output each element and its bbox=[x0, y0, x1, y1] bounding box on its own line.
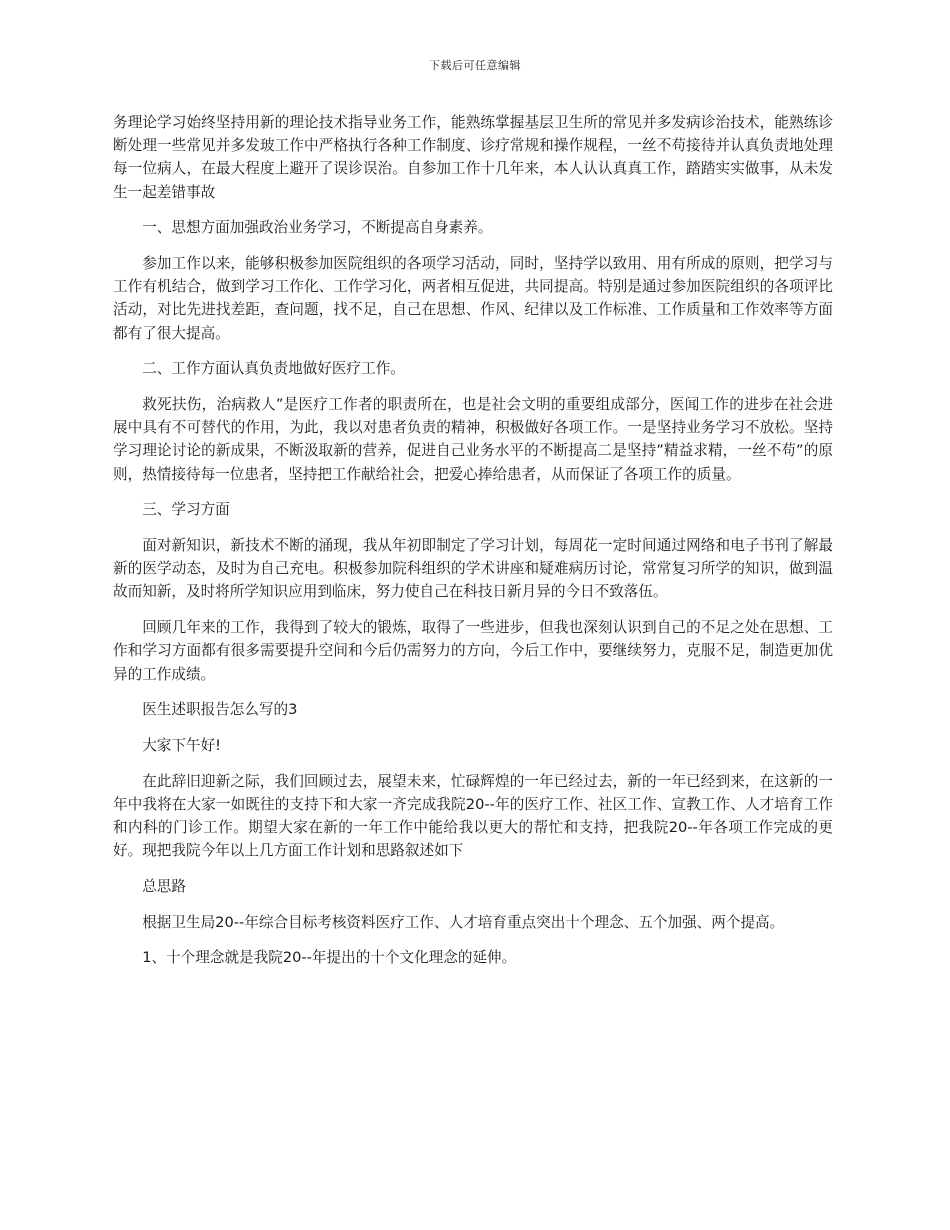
report-title: 医生述职报告怎么写的3 bbox=[142, 701, 298, 719]
body-paragraph: 参加工作以来，能够积极参加医院组织的各项学习活动，同时，坚持学以致用、用有所成的原则，把学习与工作有机结合，做到学习工作化、工作学习化，两者相互促进，共同提高。特别是通过参加医院组织的各项评比活动，对比先进找差距，查问题，找不足，自己在思想、作风、纪律以及工作标准、工作质量和工作效率等方面都有了很大提高。 bbox=[113, 255, 833, 342]
section-heading: 总思路 bbox=[142, 877, 186, 895]
body-paragraph: 回顾几年来的工作，我得到了较大的锻炼，取得了一些进步，但我也深刻认识到自己的不足之处在思想、工作和学习方面都有很多需要提升空间和今后仍需努力的方向，今后工作中，要继续努力，克服不足，制造更加优异的工作成绩。 bbox=[113, 619, 833, 683]
greeting: 大家下午好! bbox=[142, 736, 222, 754]
document-body bbox=[113, 111, 833, 982]
body-paragraph: 面对新知识，新技术不断的涌现，我从年初即制定了学习计划，每周花一定时间通过网络和电子书刊了解最新的医学动态，及时为自己充电。积极参加院科组织的学术讲座和疑难病历讨论，常常复习所学的知识，做到温故而知新，及时将所学知识应用到临床，努力使自己在科技日新月异的今日不致落伍。 bbox=[113, 537, 833, 601]
body-paragraph: 在此辞旧迎新之际，我们回顾过去，展望未来，忙碌辉煌的一年已经过去，新的一年已经到来，在这新的一年中我将在大家一如既往的支持下和大家一齐完成我院20--年的医疗工作、社区工作、宣教工作、人才培育工作和内科的门诊工作。期望大家在新的一年工作中能给我以更大的帮忙和支持，把我院20--年各项工作完成的更好。现把我院今年以上几方面工作计划和思路叙述如下 bbox=[113, 772, 833, 860]
section-heading: 一、思想方面加强政治业务学习，不断提高自身素养。 bbox=[142, 219, 493, 237]
body-paragraph: 务理论学习始终坚持用新的理论技术指导业务工作，能熟练掌握基层卫生所的常见并多发病诊治技术，能熟练诊断处理一些常见并多发玻工作中严格执行各种工作制度、诊疗常规和操作规程，一丝不苟接待并认真负责地处理每一位病人，在最大程度上避开了误诊误治。自参加工作十几年来，本人认认真真工作，踏踏实实做事，从未发生一起差错事故 bbox=[113, 114, 833, 201]
body-paragraph: 根据卫生局20--年综合目标考核资料医疗工作、人才培育重点突出十个理念、五个加强、两个提高。 bbox=[142, 913, 785, 931]
section-heading: 二、工作方面认真负责地做好医疗工作。 bbox=[142, 360, 405, 378]
section-heading: 三、学习方面 bbox=[142, 501, 230, 519]
list-item: 1、十个理念就是我院20--年提出的十个文化理念的延伸。 bbox=[142, 949, 517, 967]
page-header: 下载后可任意编辑 bbox=[429, 59, 521, 72]
body-paragraph: 救死扶伤，治病救人”是医疗工作者的职责所在，也是社会文明的重要组成部分，医闻工作的进步在社会进展中具有不可替代的作用，为此，我以对患者负责的精神，积极做好各项工作。一是坚持业务学习不放松。坚持学习理论讨论的新成果，不断汲取新的营养，促进自己业务水平的不断提高二是坚持”精益求精，一丝不苟”的原则，热情接待每一位患者，坚持把工作献给社会，把爱心捧给患者，从而保证了各项工作的质量。 bbox=[113, 396, 833, 483]
